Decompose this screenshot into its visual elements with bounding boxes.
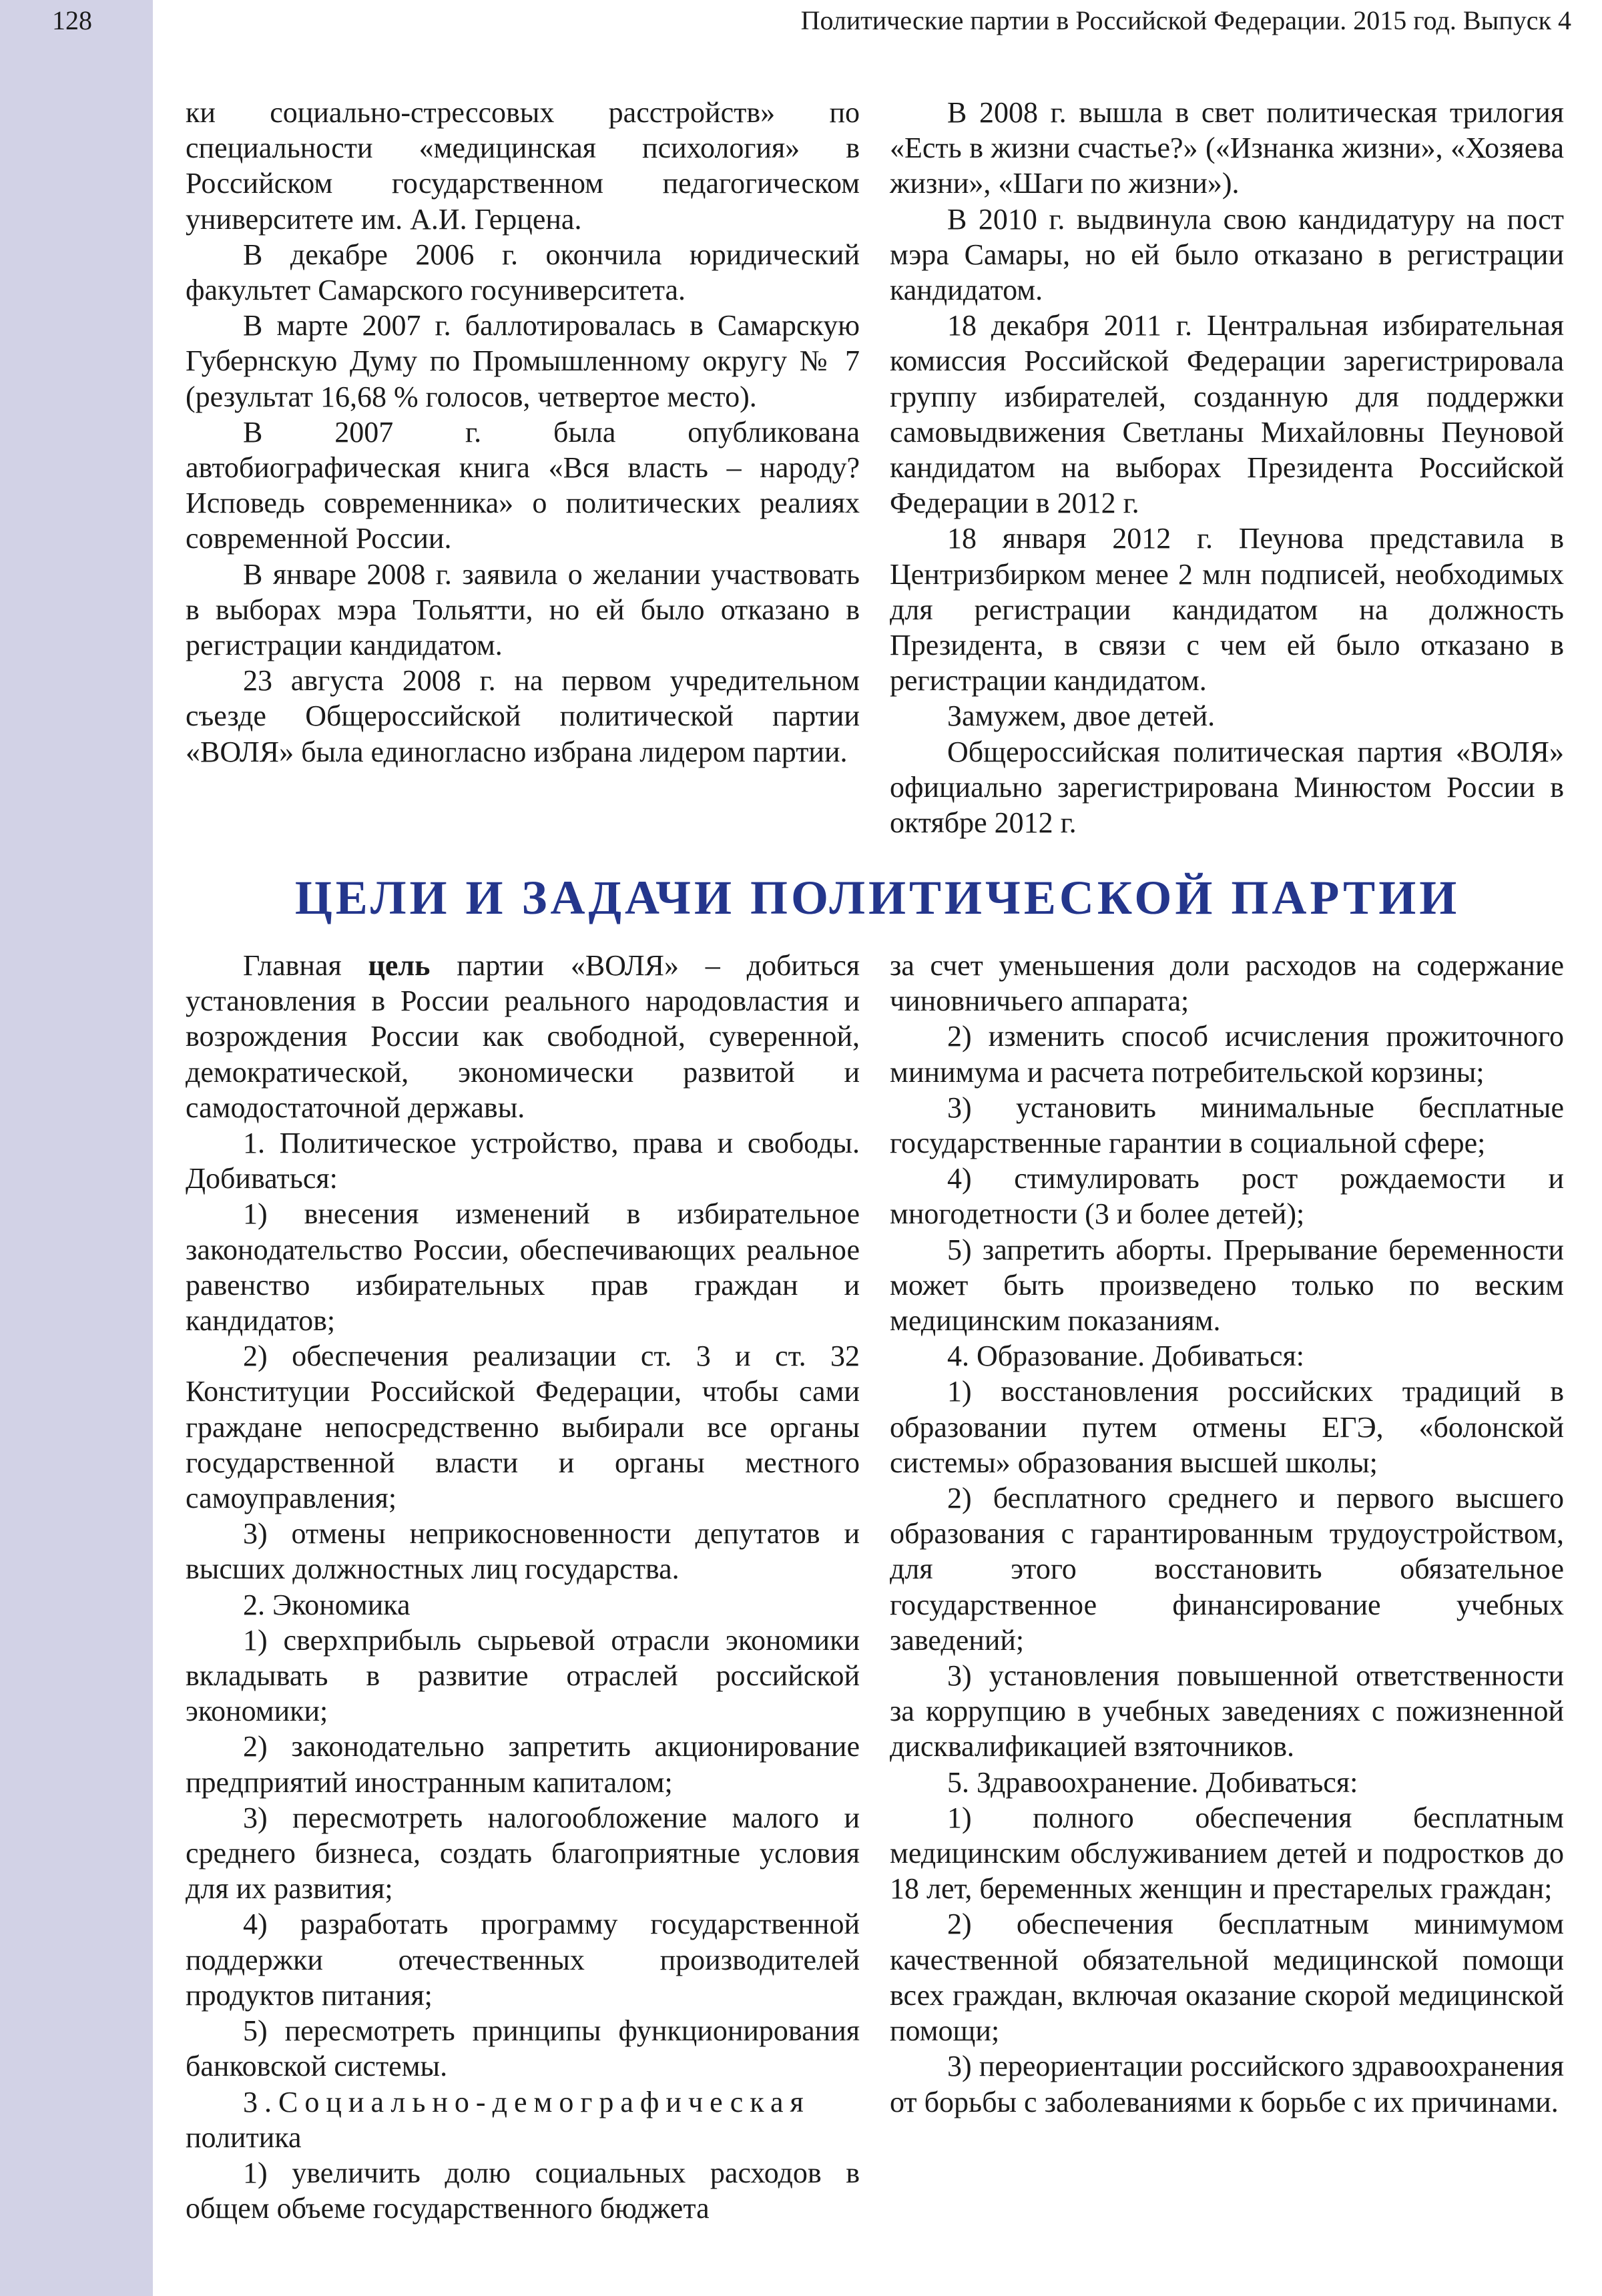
paragraph: 5) пересмотреть принципы функционирования банковской системы. — [186, 2014, 860, 2083]
paragraph: 2. Экономика — [243, 1588, 411, 1621]
paragraph: 3) отмены неприкосновенности депутатов и высших должностных лиц государства. — [186, 1517, 860, 1586]
paragraph: 2) законодательно запретить акционирование предприятий иностранным капиталом; — [186, 1730, 860, 1799]
section-title: ЦЕЛИ И ЗАДАЧИ ПОЛИТИЧЕСКОЙ ПАРТИИ — [294, 871, 1460, 924]
paragraph: В 2007 г. была опубликована автобиографическая книга «Вся власть – народу? Исповедь современника» о политических реалиях современной России. — [186, 415, 860, 555]
paragraph: 3) переориентации российского здравоохранения от борьбы с заболеваниями к борьбе с их причинами. — [890, 2050, 1564, 2118]
paragraph: 3) пересмотреть налогообложение малого и среднего бизнеса, создать благоприятные условия для их развития; — [186, 1801, 860, 1906]
paragraph: 1) восстановления российских традиций в образовании путем отмены ЕГЭ, «болонской системы» образования высшей школы; — [890, 1375, 1564, 1479]
paragraph: 1) внесения изменений в избирательное законодательство России, обеспечивающих реальное равенство избирательных прав граждан и кандидатов; — [186, 1197, 860, 1338]
intro-paragraph — [186, 948, 860, 1125]
biography-column-left — [186, 95, 860, 770]
paragraph: Замужем, двое детей. — [947, 699, 1216, 733]
page-number: 128 — [52, 5, 92, 35]
paragraph: 2) бесплатного среднего и первого высшего образования с гарантированным трудоустройством, для этого восстановить обязательное государственное финансирование учебных заведений; — [890, 1482, 1564, 1657]
spaced-heading: 3.Социально-демографическая — [243, 2085, 810, 2118]
paragraph: 1. Политическое устройство, права и свободы. Добиваться: — [186, 1127, 860, 1195]
paragraph: политика — [186, 2120, 302, 2154]
paragraph: В 2010 г. выдвинула свою кандидатуру на пост мэра Самары, но ей было отказано в регистрации кандидатом. — [890, 202, 1564, 307]
intro-text-rest: партии «ВОЛЯ» – добиться установления в России реального народовластия и возрождения России как свободной, суверенной, демократической, экономически развитой и самодостаточной державы. — [186, 949, 860, 1124]
paragraph: 4. Образование. Добиваться: — [947, 1340, 1304, 1373]
paragraph: 23 августа 2008 г. на первом учредительном съезде Общероссийской политической партии «ВОЛЯ» была единогласно избрана лидером партии. — [186, 664, 860, 768]
paragraph: В январе 2008 г. заявила о желании участвовать в выборах мэра Тольятти, но ей было отказано в регистрации кандидатом. — [186, 557, 860, 662]
paragraph: 4) стимулировать рост рождаемости и многодетности (3 и более детей); — [890, 1162, 1564, 1231]
paragraph: 4) разработать программу государственной поддержки отечественных производителей продуктов питания; — [186, 1908, 860, 2012]
intro-bold-word: цель — [368, 949, 431, 982]
biography-column-right — [890, 95, 1564, 840]
paragraph: 5) запретить аборты. Прерывание беременности может быть произведено только по веским медицинским показаниям. — [890, 1233, 1564, 1338]
page-header — [0, 0, 1602, 44]
paragraph: 1) полного обеспечения бесплатным медицинским обслуживанием детей и подростков до 18 лет, беременных женщин и престарелых граждан; — [890, 1801, 1564, 1906]
goals-column-left — [186, 948, 860, 2226]
paragraph: Общероссийская политическая партия «ВОЛЯ» официально зарегистрирована Минюстом России в октябре 2012 г. — [890, 735, 1564, 840]
paragraph: 1) увеличить долю социальных расходов в общем объеме государственного бюджета — [186, 2156, 860, 2225]
paragraph: 1) сверхприбыль сырьевой отрасли экономики вкладывать в развитие отраслей российской экономики; — [186, 1623, 860, 1728]
paragraph: 18 декабря 2011 г. Центральная избирательная комиссия Российской Федерации зарегистрировала группу избирателей, созданную для поддержки самовыдвижения Светланы Михайловны Пеуновой кандидатом на выборах Президента Российской Федерации в 2012 г. — [890, 309, 1564, 520]
page-margin-band — [0, 0, 153, 2296]
paragraph: 2) обеспечения реализации ст. 3 и ст. 32 Конституции Российской Федерации, чтобы сами граждане непосредственно выбирали все органы государственной власти и органы местного самоуправления; — [186, 1340, 860, 1515]
paragraph: В марте 2007 г. баллотировалась в Самарскую Губернскую Думу по Промышленному округу № 7 (результат 16,68 % голосов, четвертое место). — [186, 309, 860, 413]
paragraph: за счет уменьшения доли расходов на содержание чиновничьего аппарата; — [890, 949, 1564, 1018]
paragraph: 3) установления повышенной ответственности за коррупцию в учебных заведениях с пожизненной дисквалификацией взяточников. — [890, 1659, 1564, 1763]
paragraph: 5. Здравоохранение. Добиваться: — [947, 1765, 1358, 1799]
paragraph: 3) установить минимальные бесплатные государственные гарантии в социальной сфере; — [890, 1091, 1564, 1160]
paragraph: 2) обеспечения бесплатным минимумом качественной обязательной медицинской помощи всех граждан, включая оказание скорой медицинской помощи; — [890, 1908, 1564, 2048]
paragraph: ки социально-стрессовых расстройств» по специальности «медицинская психология» в Российском государственном педагогическом университете им. А.И. Герцена. — [186, 96, 860, 236]
paragraph: 18 января 2012 г. Пеунова представила в Центризбирком менее 2 млн подписей, необходимых для регистрации кандидатом на должность Президента, в связи с чем ей было отказано в регистрации кандидатом. — [890, 522, 1564, 697]
goals-column-right — [890, 948, 1564, 2120]
paragraph: В 2008 г. вышла в свет политическая трилогия «Есть в жизни счастье?» («Изнанка жизни», «Хозяева жизни», «Шаги по жизни»). — [890, 96, 1564, 200]
intro-text-start: Главная — [243, 949, 368, 982]
paragraph: В декабре 2006 г. окончила юридический факультет Самарского госуниверситета. — [186, 238, 860, 307]
paragraph: 2) изменить способ исчисления прожиточного минимума и расчета потребительской корзины; — [890, 1020, 1564, 1089]
running-title: Политические партии в Российской Федерации. 2015 год. Выпуск 4 — [800, 5, 1571, 35]
